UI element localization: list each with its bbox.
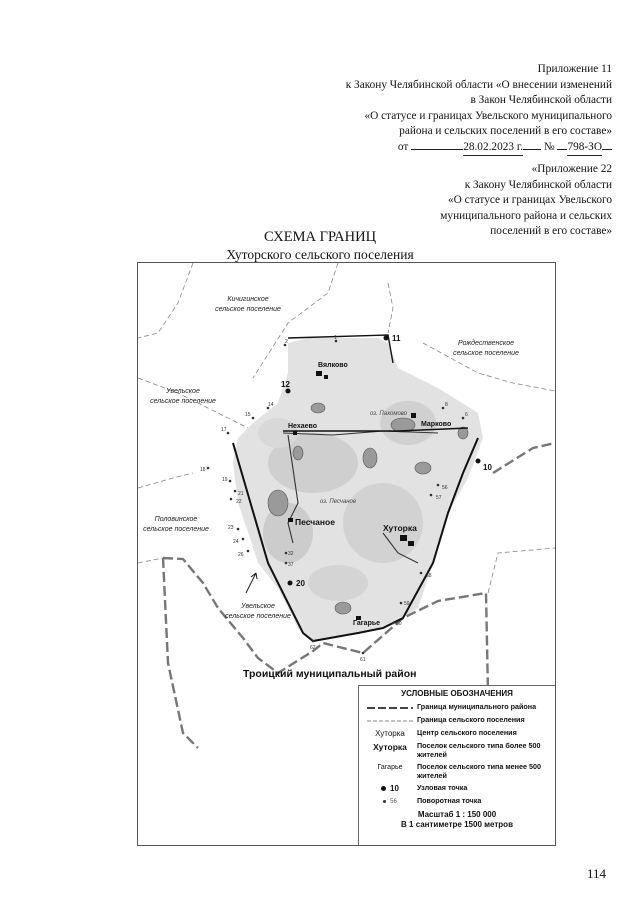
header-line: к Закону Челябинской области «О внесении изменений [345,78,612,91]
number-prefix: № [543,140,555,153]
settlement-gagarye: Гагарье [353,620,381,627]
legend-title: УСЛОВНЫЕ ОБОЗНАЧЕНИЯ [401,689,513,698]
neighbor-rozhdestvenskoe-1: Рождественское [458,340,514,347]
turn-point: 22 [236,499,242,505]
number-value: 798-ЗО [567,140,602,157]
subheader-line: поселений в его составе» [490,225,612,237]
legend-text: Узловая точка [417,783,468,792]
subheader-line: муниципального района и сельских [440,209,612,222]
map-legend [358,685,556,846]
header-date-line [346,140,612,157]
legend-symbol-large: Хуторка [373,742,407,752]
neighbor-uvelskoe-north-2: сельское поселение [150,398,216,405]
legend-item [363,703,551,712]
turn-point: 56 [442,485,448,491]
turn-point: 17 [221,427,227,433]
district-label: Троицкий муниципальный район [243,668,417,680]
turn-point: 57 [436,495,442,501]
turn-point: 6 [465,412,468,418]
legend-text: Поворотная точка [417,796,482,805]
header-line: Приложение 11 [537,63,612,75]
turn-point: 21 [238,491,244,497]
header-line: в Закон Челябинской области [470,94,612,106]
legend-item [363,729,551,738]
subheader-line: «Приложение 22 [531,163,612,175]
date-value: 28.02.2023 г. [463,140,523,157]
neighbor-uvelskoe-north-1: Увельское [166,388,200,395]
node-11: 11 [392,334,401,343]
node-12: 12 [281,380,290,389]
turn-point: 24 [233,539,239,545]
turn-point: 26 [238,552,244,558]
subheader-line: к Закону Челябинской области [464,178,612,191]
arrow-icon [246,573,257,593]
subheader-line: «О статусе и границах Увельского [447,194,612,206]
turn-point: 15 [245,412,251,418]
turn-point: 8 [445,402,448,408]
header-line: района и сельских поселений в его составе» [399,125,612,137]
turn-point: 60 [396,621,402,627]
appendix-subheader [440,162,612,240]
turn-point: 23 [228,525,234,531]
legend-scale [359,810,555,829]
settlement-peschanoe: Песчаное [295,517,335,527]
legend-text: Поселок сельского типа менее 500 жителей [417,762,541,780]
settlement-vyalkovo: Вялково [318,362,348,369]
date-prefix: от [397,140,409,153]
map-title [0,229,640,263]
turn-point: 18 [200,467,206,473]
legend-item [363,784,551,793]
map-title-main: СХЕМА ГРАНИЦ [263,229,377,245]
settlement-nekhaevo: Нехаево [288,423,318,430]
legend-symbol-turn [363,797,417,806]
legend-symbol-small: Гагарье [377,764,403,771]
legend-symbol-node-label: 10 [390,784,399,793]
legend-item [363,763,551,780]
header-line: «О статусе и границах Увельского муниципального [364,109,612,122]
node-20: 20 [296,579,305,588]
neighbor-polovinskoe-1: Половинское [154,516,198,523]
neighbor-polovinskoe-2: сельское поселение [143,526,209,533]
neighbor-uvelskoe-south-1: Увельское [241,603,275,610]
turn-point: 58 [426,573,432,579]
turn-point: 14 [268,402,274,408]
legend-item [363,797,551,806]
turn-point: 59 [404,601,410,607]
legend-symbol-turn-label: 56 [390,798,397,805]
lake-peschanoe: оз. Песчаное [320,499,357,505]
neighbor-uvelskoe-south-2: сельское поселение [225,613,291,620]
legend-symbol-center: Хуторка [375,729,405,738]
legend-text: Граница сельского поселения [417,715,525,724]
neighbor-rozhdestvenskoe-2: сельское поселение [453,350,519,357]
lake-pakhomovo: оз. Пахомово [370,411,408,417]
turn-point: 61 [360,657,366,663]
neighbor-kichiginskoe-2: сельское поселение [215,306,281,313]
scale-note: В 1 сантиметре 1500 метров [401,819,513,829]
map-title-sub: Хуторского сельского поселения [226,247,414,262]
appendix-header [346,62,612,156]
turn-point: 62 [310,645,316,651]
turn-point: 1 [334,335,337,341]
scale-ratio: Масштаб 1 : 150 000 [417,810,497,819]
settlement-center-khutorka: Хуторка [383,523,417,533]
page-number: 114 [586,866,606,881]
legend-text: Поселок сельского типа более 500 жителей [417,741,541,759]
settlement-markovo: Марково [421,421,452,428]
neighbor-kichiginskoe-1: Кичигинское [227,296,269,303]
node-10: 10 [483,463,492,472]
turn-point: 37 [288,562,294,568]
legend-symbol-node [363,784,417,793]
turn-point: 19 [222,477,228,483]
legend-text: Центр сельского поселения [417,728,517,737]
legend-item [363,716,551,725]
turn-point: 2 [285,339,288,345]
turn-point: 32 [288,551,294,557]
map-frame [137,262,556,846]
legend-item [363,742,551,759]
legend-text: Граница муниципального района [417,702,537,711]
